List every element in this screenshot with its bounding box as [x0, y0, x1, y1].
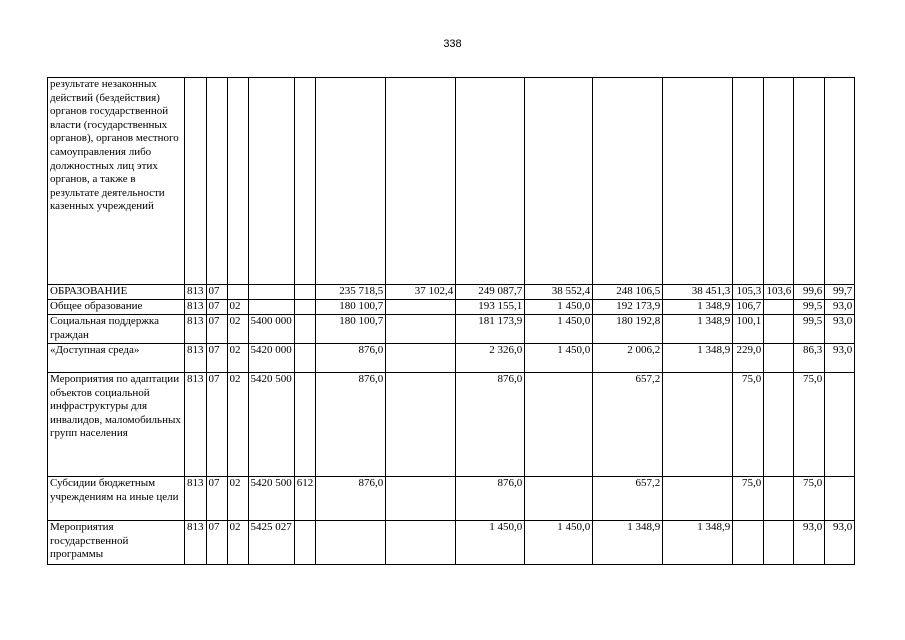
cell-vr: [294, 344, 316, 373]
cell-pr: 02: [227, 300, 248, 315]
cell-value: [316, 521, 386, 565]
cell-rz: 07: [206, 521, 227, 565]
cell-value: 180 192,8: [593, 315, 663, 344]
cell-csr: 5425 027: [248, 521, 294, 565]
cell-rz: [206, 78, 227, 285]
cell-vr: [294, 373, 316, 477]
cell-value: 193 155,1: [456, 300, 525, 315]
cell-csr: 5400 000: [248, 315, 294, 344]
cell-percent: [764, 373, 794, 477]
cell-csr: 5420 500: [248, 373, 294, 477]
cell-value: 1 450,0: [525, 521, 593, 565]
cell-csr: [248, 78, 294, 285]
cell-value: 180 100,7: [316, 300, 386, 315]
cell-percent: 106,7: [733, 300, 764, 315]
cell-value: 192 173,9: [593, 300, 663, 315]
cell-percent: 103,6: [764, 285, 794, 300]
cell-pr: 02: [227, 477, 248, 521]
cell-value: [316, 78, 386, 285]
cell-value: 1 348,9: [663, 315, 733, 344]
cell-percent: 93,0: [825, 300, 855, 315]
table-row: [48, 285, 855, 300]
cell-value: [525, 477, 593, 521]
cell-value: 235 718,5: [316, 285, 386, 300]
cell-percent: 93,0: [794, 521, 825, 565]
cell-gr: 813: [185, 373, 207, 477]
row-name: результате незаконных действий (бездействия) органов государственной власти (государственных органов), органов местного самоуправления либо должностных лиц этих органов, а также в результате деятельности казенных учреждений: [48, 78, 185, 285]
row-name: Субсидии бюджетным учреждениям на иные цели: [48, 477, 185, 521]
cell-value: [386, 78, 456, 285]
cell-gr: 813: [185, 344, 207, 373]
cell-percent: [764, 521, 794, 565]
cell-percent: 93,0: [825, 344, 855, 373]
cell-value: [663, 477, 733, 521]
cell-gr: 813: [185, 300, 207, 315]
cell-value: [456, 78, 525, 285]
cell-value: [663, 373, 733, 477]
table-row: [48, 373, 855, 477]
cell-value: 876,0: [316, 344, 386, 373]
cell-vr: 612: [294, 477, 316, 521]
cell-percent: [733, 521, 764, 565]
cell-percent: 99,6: [794, 285, 825, 300]
cell-percent: 99,7: [825, 285, 855, 300]
cell-value: 249 087,7: [456, 285, 525, 300]
cell-value: [663, 78, 733, 285]
cell-pr: 02: [227, 521, 248, 565]
cell-value: 2 006,2: [593, 344, 663, 373]
table-row: [48, 300, 855, 315]
cell-value: 2 326,0: [456, 344, 525, 373]
cell-value: 1 450,0: [525, 315, 593, 344]
cell-percent: 229,0: [733, 344, 764, 373]
cell-value: 876,0: [456, 373, 525, 477]
cell-vr: [294, 78, 316, 285]
cell-value: 876,0: [316, 477, 386, 521]
cell-value: 181 173,9: [456, 315, 525, 344]
budget-table: [47, 77, 855, 565]
cell-value: [386, 521, 456, 565]
row-name: Мероприятия государственной программы: [48, 521, 185, 565]
cell-value: [386, 300, 456, 315]
cell-vr: [294, 315, 316, 344]
cell-value: [386, 315, 456, 344]
cell-csr: 5420 000: [248, 344, 294, 373]
cell-percent: [764, 300, 794, 315]
cell-value: 876,0: [456, 477, 525, 521]
cell-percent: [764, 315, 794, 344]
row-name: Общее образование: [48, 300, 185, 315]
cell-pr: 02: [227, 373, 248, 477]
cell-rz: 07: [206, 315, 227, 344]
cell-value: 1 348,9: [663, 300, 733, 315]
cell-value: 180 100,7: [316, 315, 386, 344]
cell-percent: 75,0: [794, 373, 825, 477]
cell-gr: [185, 78, 207, 285]
cell-value: [525, 78, 593, 285]
cell-value: 1 450,0: [525, 300, 593, 315]
cell-value: 876,0: [316, 373, 386, 477]
cell-percent: 105,3: [733, 285, 764, 300]
cell-gr: 813: [185, 521, 207, 565]
cell-percent: 75,0: [794, 477, 825, 521]
cell-rz: 07: [206, 373, 227, 477]
cell-percent: 99,5: [794, 300, 825, 315]
cell-csr: [248, 300, 294, 315]
cell-percent: 93,0: [825, 521, 855, 565]
cell-value: [386, 373, 456, 477]
cell-csr: 5420 500: [248, 477, 294, 521]
row-name: «Доступная среда»: [48, 344, 185, 373]
cell-value: 248 106,5: [593, 285, 663, 300]
row-name: Социальная поддержка граждан: [48, 315, 185, 344]
cell-percent: [825, 477, 855, 521]
cell-percent: 100,1: [733, 315, 764, 344]
cell-percent: [825, 373, 855, 477]
cell-value: [525, 373, 593, 477]
cell-percent: 86,3: [794, 344, 825, 373]
cell-value: 1 348,9: [663, 521, 733, 565]
cell-rz: 07: [206, 285, 227, 300]
cell-vr: [294, 300, 316, 315]
cell-pr: [227, 285, 248, 300]
table-row: [48, 521, 855, 565]
cell-value: 657,2: [593, 477, 663, 521]
cell-percent: 93,0: [825, 315, 855, 344]
cell-value: 1 450,0: [525, 344, 593, 373]
row-name: ОБРАЗОВАНИЕ: [48, 285, 185, 300]
table-row: [48, 78, 855, 285]
cell-value: 38 451,3: [663, 285, 733, 300]
cell-gr: 813: [185, 315, 207, 344]
cell-value: 38 552,4: [525, 285, 593, 300]
page-number: 338: [443, 38, 462, 50]
cell-percent: [764, 78, 794, 285]
cell-vr: [294, 521, 316, 565]
cell-rz: 07: [206, 477, 227, 521]
cell-rz: 07: [206, 300, 227, 315]
cell-percent: [764, 344, 794, 373]
cell-percent: 75,0: [733, 373, 764, 477]
cell-value: 1 348,9: [593, 521, 663, 565]
table-row: [48, 344, 855, 373]
row-name: Мероприятия по адаптации объектов социальной инфраструктуры для инвалидов, маломобильных групп населения: [48, 373, 185, 477]
cell-percent: 75,0: [733, 477, 764, 521]
cell-pr: 02: [227, 315, 248, 344]
cell-percent: [794, 78, 825, 285]
cell-value: [593, 78, 663, 285]
cell-percent: 99,5: [794, 315, 825, 344]
cell-value: 37 102,4: [386, 285, 456, 300]
cell-pr: [227, 78, 248, 285]
cell-value: 657,2: [593, 373, 663, 477]
cell-percent: [733, 78, 764, 285]
cell-vr: [294, 285, 316, 300]
cell-pr: 02: [227, 344, 248, 373]
cell-value: [386, 477, 456, 521]
cell-percent: [825, 78, 855, 285]
cell-gr: 813: [185, 285, 207, 300]
cell-value: [386, 344, 456, 373]
cell-rz: 07: [206, 344, 227, 373]
table-row: [48, 477, 855, 521]
cell-value: 1 348,9: [663, 344, 733, 373]
cell-percent: [764, 477, 794, 521]
cell-gr: 813: [185, 477, 207, 521]
table-row: [48, 315, 855, 344]
cell-csr: [248, 285, 294, 300]
cell-value: 1 450,0: [456, 521, 525, 565]
